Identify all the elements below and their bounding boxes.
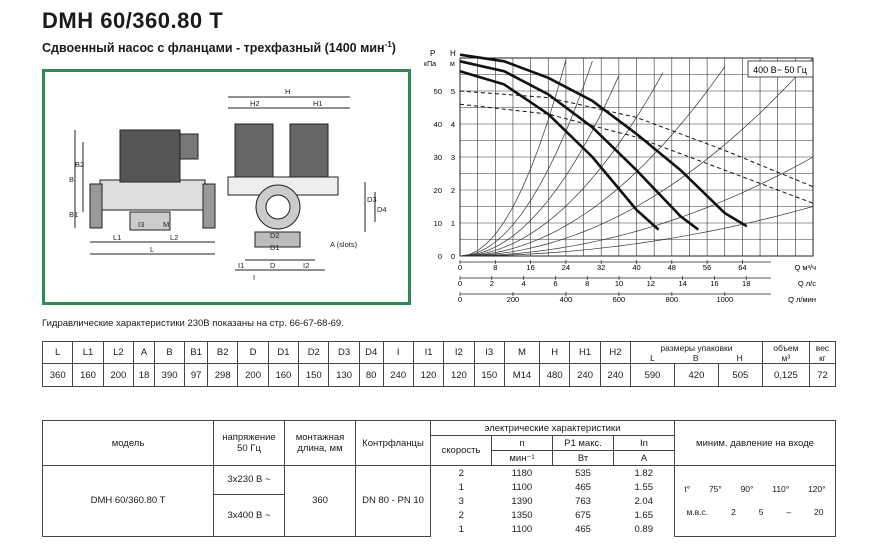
vol-value: 0,125 [762,364,809,387]
in-4: 0.89 [634,523,653,535]
n-3: 1350 [511,509,533,521]
pump-curve-0 [460,71,659,229]
dim-value-19: 240 [600,364,630,387]
voltage-header: напряжение 50 Гц [214,421,285,466]
ytick-right-1: 1 [450,219,455,228]
dim-header-15: I3 [474,342,504,364]
dim-label-l: L [150,245,155,254]
dim-value-6: 298 [208,364,238,387]
x-axis-1-tick-6: 12 [646,279,655,288]
dim-value-18: 240 [570,364,600,387]
voltage-400: 3x400 В ~ [214,494,285,536]
ytick-right-0: 0 [450,252,455,261]
x-axis-0-tick-2: 16 [526,263,535,272]
speed-header: скорость [431,436,492,466]
x-axis-1-tick-0: 0 [457,279,463,288]
ytick-left-1: 10 [433,219,442,228]
p1-unit: Вт [553,451,614,466]
n-0: 1180 [511,467,533,479]
dim-label-h: H [285,87,291,96]
mvs-label: м.в.с. [686,506,709,517]
temp-1: 90° [740,483,754,494]
ytick-right-2: 2 [450,186,455,195]
dim-value-11: 80 [359,364,383,387]
dim-label-a: A (slots) [330,240,358,249]
dim-header-16: M [504,342,539,364]
dim-value-9: 150 [299,364,329,387]
dim-label-b1: B1 [69,210,79,219]
dim-value-13: 120 [413,364,443,387]
weight-header: вес кг [809,342,835,364]
dim-header-3: A [134,342,155,364]
pack-value-0: 590 [631,364,675,387]
dim-value-12: 240 [383,364,413,387]
dim-value-2: 200 [103,364,133,387]
p1-1: 465 [575,481,591,493]
x-axis-1-label: Q л/с [797,279,816,288]
chart-axes [424,49,816,304]
temp-label: t° [684,483,691,494]
speed-1: 1 [458,481,464,493]
dim-header-19: H2 [600,342,630,364]
p1-4: 465 [575,523,591,535]
electrical-table [42,420,836,537]
dim-header-12: I [383,342,413,364]
speed-4: 1 [458,523,464,535]
dim-label-l2: L2 [170,233,179,242]
chart-grid [460,58,813,256]
voltage-230: 3x230 В ~ [214,466,285,495]
flange-header: Контрфланцы [356,421,431,466]
dim-label-i1: I1 [238,261,245,270]
mvs-3: 20 [814,506,824,517]
dim-value-16: M14 [504,364,539,387]
dim-value-5: 97 [185,364,208,387]
dim-header-14: I2 [444,342,474,364]
dim-label-i: I [253,273,256,282]
dim-label-d1: D1 [270,243,280,252]
dim-value-7: 200 [238,364,268,387]
dim-header-6: B2 [208,342,238,364]
dim-label-i2: I2 [303,261,310,270]
y-left-label: P [430,49,436,58]
flange-cell: DN 80 - PN 10 [356,466,431,537]
x-axis-1-tick-5: 10 [614,279,624,288]
x-axis-2-tick-5: 1000 [716,295,734,304]
mvs-0: 2 [731,506,736,517]
dim-label-h1: H1 [313,99,323,108]
dim-label-b2: B2 [75,160,85,169]
dim-label-d2: D2 [270,231,280,240]
x-axis-0-label: Q м³/ч [794,263,816,272]
dim-header-8: D1 [268,342,298,364]
temp-3: 120° [807,483,826,494]
n-header: n [492,436,553,451]
dim-value-8: 160 [268,364,298,387]
ytick-left-0: 0 [437,252,442,261]
p1-3: 675 [575,509,591,521]
length-cell: 360 [285,466,356,537]
dim-label-d3: D3 [367,195,377,204]
dimensions-table [42,341,836,387]
x-axis-0-tick-4: 32 [597,263,606,272]
performance-chart [418,46,818,306]
x-axis-2-tick-1: 200 [506,295,520,304]
n-unit: мин⁻¹ [492,451,553,466]
n-4: 1100 [511,523,533,535]
x-axis-1-tick-2: 4 [521,279,526,288]
dim-value-15: 150 [474,364,504,387]
dim-label-h2: H2 [250,99,260,108]
length-header: монтажная длина, мм [285,421,356,466]
dim-label-l1: L1 [113,233,122,242]
dim-value-0: 360 [43,364,73,387]
x-axis-2-tick-0: 0 [457,295,463,304]
ytick-right-3: 3 [450,153,455,162]
dim-header-18: H1 [570,342,600,364]
x-axis-1-tick-9: 18 [742,279,751,288]
mvs-1: 5 [758,506,764,517]
pump-drawing-svg [45,72,408,302]
model-cell: DMH 60/360.80 T [43,466,214,537]
ytick-left-2: 20 [433,186,442,195]
model-header: модель [43,421,214,466]
n-2: 1390 [511,495,533,507]
dim-value-17: 480 [540,364,570,387]
dim-value-4: 390 [154,364,184,387]
vol-header: объем м³ [762,342,809,364]
dim-header-7: D [238,342,268,364]
dim-label-d: D [270,261,276,270]
ytick-right-5: 5 [450,87,455,96]
dim-header-11: D4 [359,342,383,364]
dim-header-2: L2 [103,342,133,364]
mvs-2: – [786,506,792,517]
ytick-left-4: 40 [433,120,442,129]
dim-header-1: L1 [73,342,103,364]
dim-label-b: B [69,175,75,184]
min-pressure-header: миним. давление на входе [675,421,836,466]
ytick-left-5: 50 [433,87,442,96]
x-axis-0-tick-7: 56 [702,263,712,272]
dim-header-5: B1 [185,342,208,364]
ytick-right-4: 4 [450,120,455,129]
x-axis-0-tick-5: 40 [632,263,641,272]
pack-value-1: 420 [674,364,718,387]
x-axis-2-tick-3: 600 [612,295,626,304]
p1-header: P1 макс. [553,436,614,451]
dim-header-9: D2 [299,342,329,364]
speed-2: 3 [458,495,464,507]
dim-header-17: H [540,342,570,364]
dim-value-14: 120 [444,364,474,387]
in-1: 1.55 [634,481,653,493]
x-axis-0-tick-1: 8 [493,263,498,272]
temp-2: 110° [772,483,790,494]
dim-header-13: I1 [413,342,443,364]
y-right-unit: м [450,61,455,68]
pack-header: размеры упаковки L B H [631,342,763,364]
x-axis-1-tick-8: 16 [710,279,719,288]
hydraulic-note: Гидравлические характеристики 230В показаны на стр. 66-67-68-69. [42,318,344,329]
in-header: In [614,436,675,451]
dim-header-0: L [43,342,73,364]
dim-label-d4: D4 [377,205,387,214]
x-axis-0-tick-0: 0 [457,263,463,272]
dim-value-10: 130 [329,364,359,387]
x-axis-2-label: Q л/мин [788,295,816,304]
speed-0: 2 [458,467,464,479]
in-2: 2.04 [634,495,653,507]
min-pressure-cell [675,466,836,537]
pack-value-2: 505 [718,364,762,387]
product-title: DMH 60/360.80 T [42,8,224,33]
in-unit: A [614,451,675,466]
x-axis-0-tick-3: 24 [561,263,571,272]
dim-value-3: 18 [134,364,155,387]
dim-header-10: D3 [329,342,359,364]
ytick-left-3: 30 [433,153,442,162]
dimension-drawing [42,69,411,305]
x-axis-1-tick-1: 2 [489,279,494,288]
product-subtitle: Сдвоенный насос с фланцами - трехфазный (1400 мин$^{-1}$) [42,40,396,56]
dim-value-1: 160 [73,364,103,387]
voltage-badge: 400 В~ 50 Гц [753,65,807,75]
x-axis-2-tick-2: 400 [559,295,573,304]
dim-header-4: B [154,342,184,364]
x-axis-0-tick-6: 48 [667,263,676,272]
x-axis-1-tick-4: 8 [585,279,590,288]
weight-value: 72 [809,364,835,387]
x-axis-0-tick-8: 64 [738,263,747,272]
n-1: 1100 [511,481,533,493]
p1-0: 535 [575,467,591,479]
elec-header: электрические характеристики [431,421,675,436]
x-axis-1-tick-3: 6 [553,279,558,288]
speed-3: 2 [458,509,464,521]
in-0: 1.82 [634,467,653,479]
x-axis-1-tick-7: 14 [678,279,687,288]
dim-label-m: M [163,220,170,229]
temp-0: 75° [708,483,722,494]
y-right-label: H [450,49,456,58]
dim-label-i3: I3 [138,220,145,229]
p1-2: 763 [575,495,591,507]
in-3: 1.65 [634,509,653,521]
y-left-unit: кПа [424,61,436,68]
x-axis-2-tick-4: 800 [665,295,679,304]
